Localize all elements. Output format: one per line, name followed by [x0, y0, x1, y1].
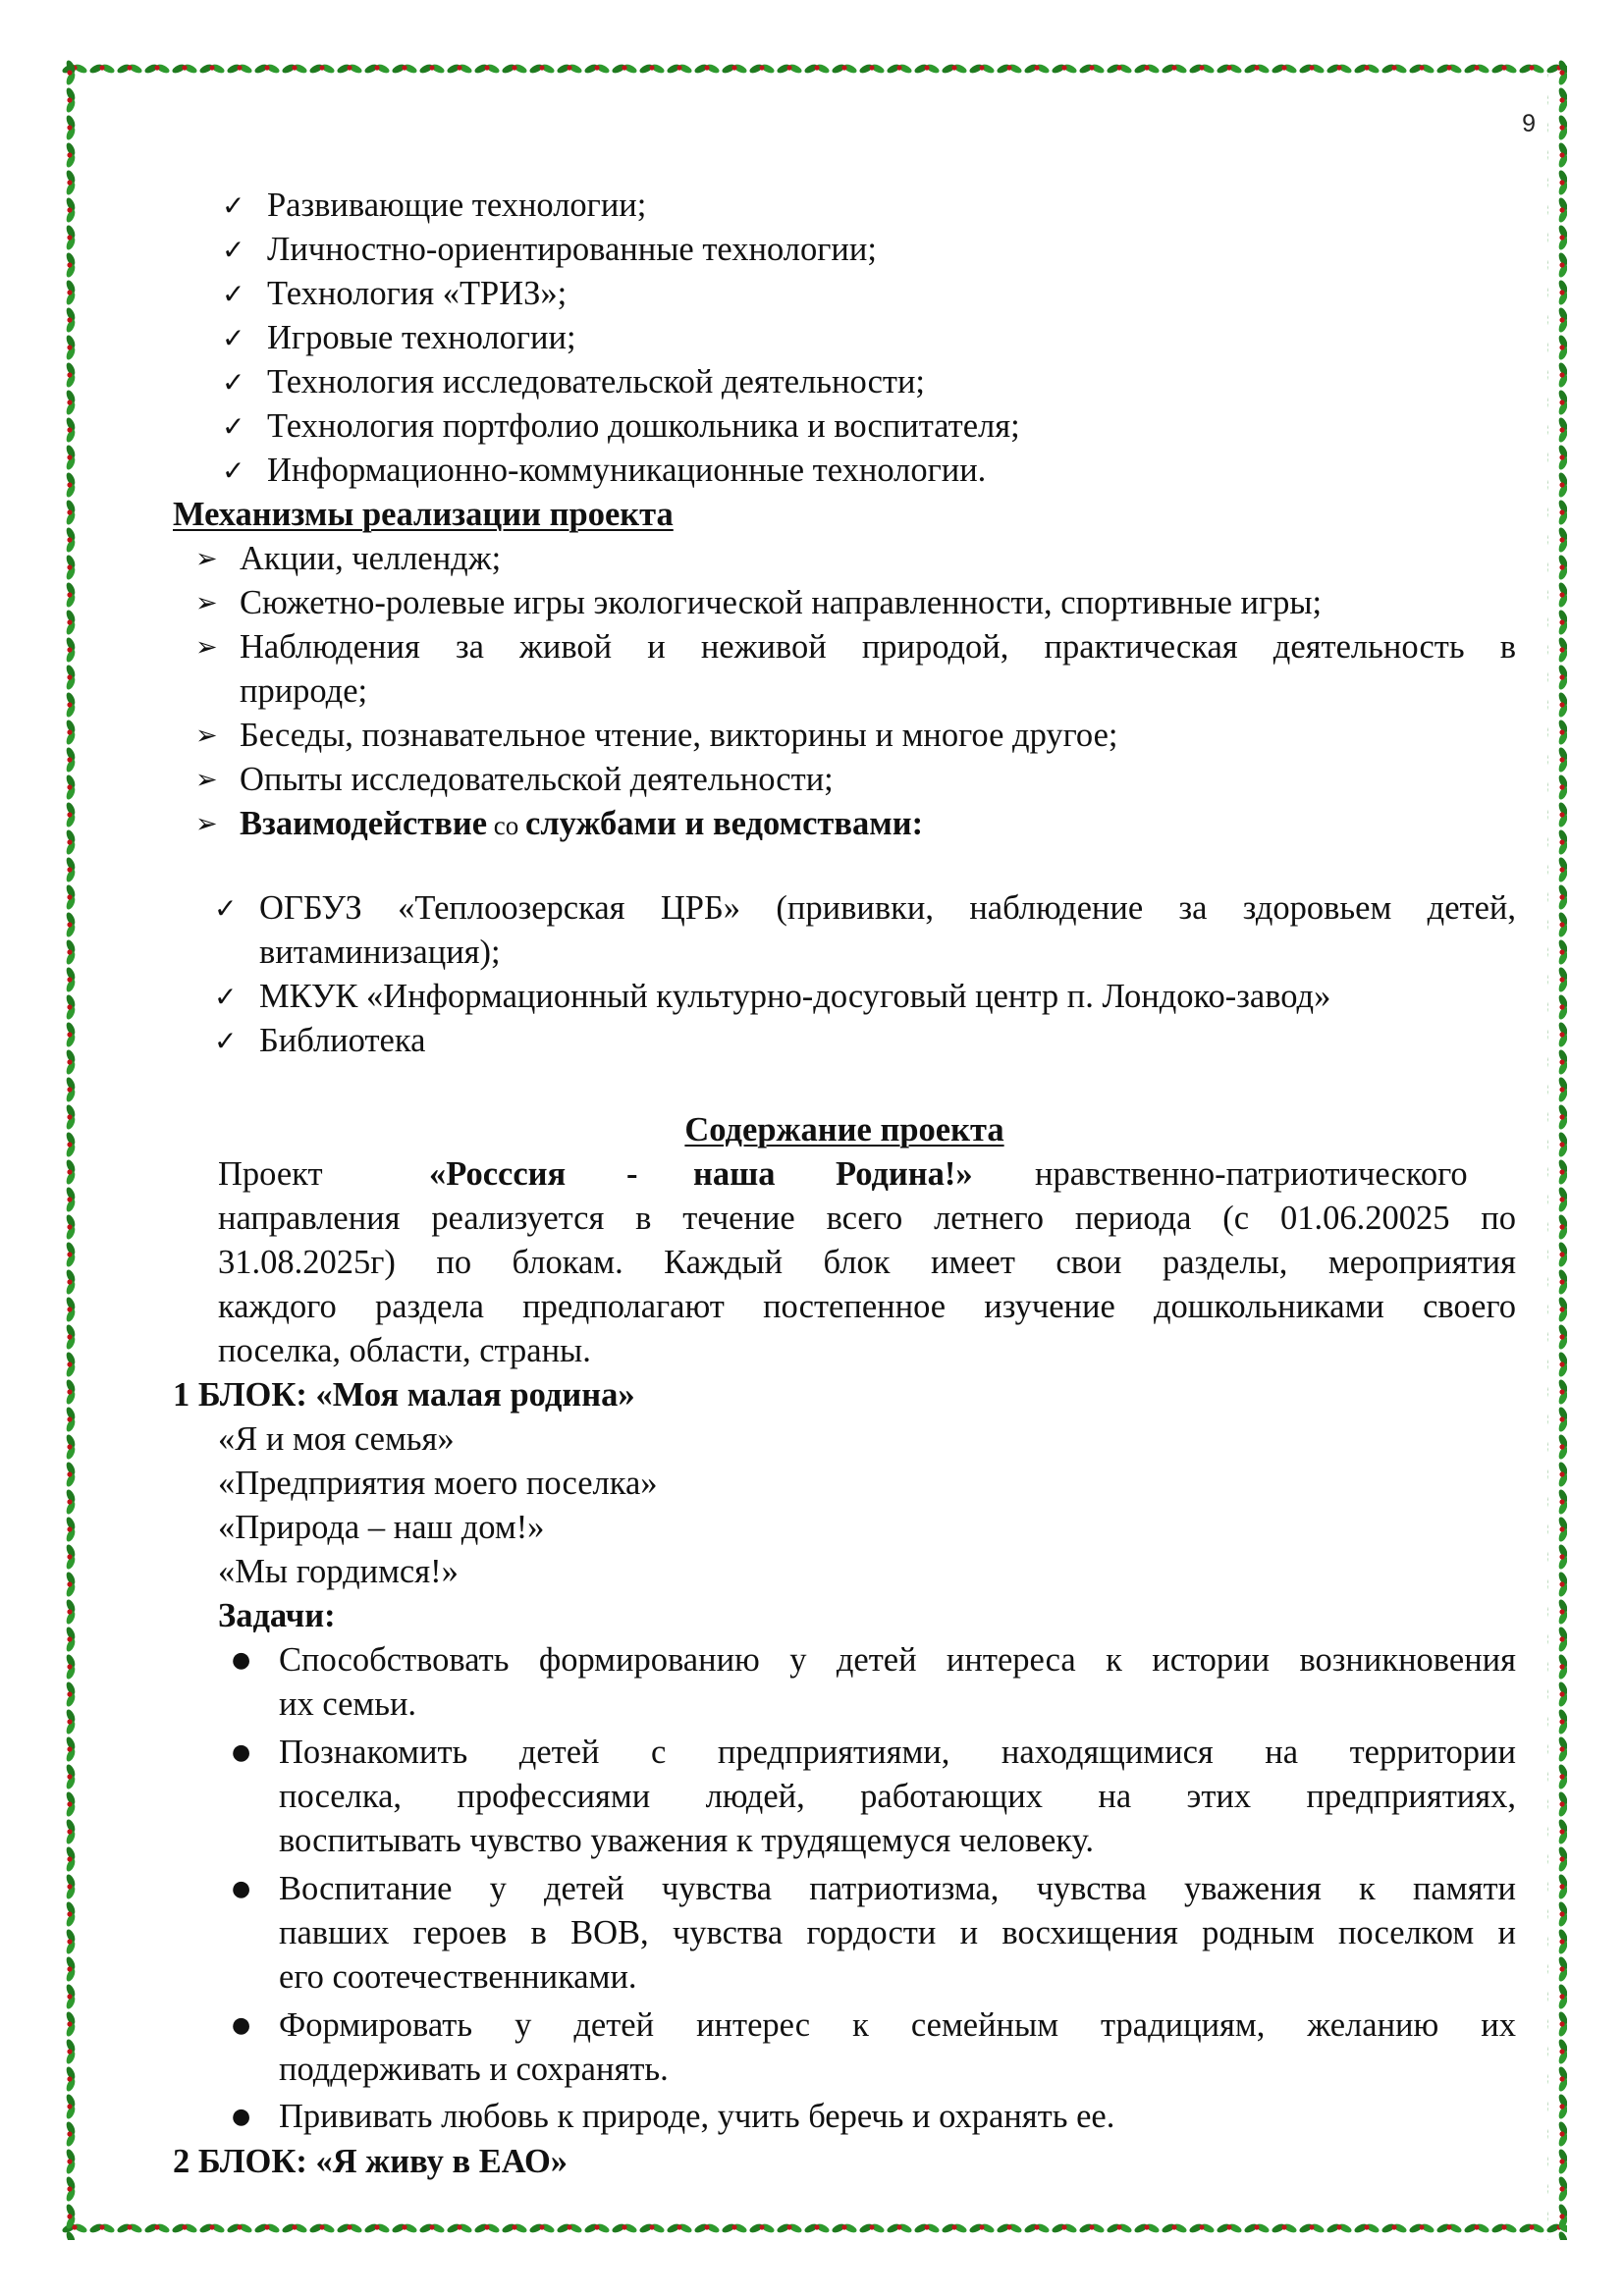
service-item: ОГБУЗ «Теплоозерская ЦРБ» (прививки, наблюдение за здоровьем детей, — [259, 889, 1516, 927]
tech-item: Технология портфолио дошкольника и воспитателя; — [267, 407, 1020, 445]
task-line: Познакомить детей с предприятиями, находящимися на территории — [279, 1734, 1516, 1771]
intro-word: Проект — [218, 1155, 323, 1193]
paragraph-line: 31.08.2025г) по блокам. Каждый блок имеет свои разделы, мероприятия — [218, 1244, 1516, 1281]
checkmark-icon: ✓ — [222, 234, 245, 266]
page-number: 9 — [1522, 110, 1536, 137]
project-name-word: «Росссия — [429, 1155, 567, 1193]
arrow-bullet-icon: ➢ — [195, 765, 218, 795]
bullet-icon: ● — [232, 1648, 251, 1673]
task-line: поселка, профессиями людей, работающих на этих предприятиях, — [279, 1778, 1516, 1815]
content-heading: Содержание проекта — [684, 1111, 1004, 1148]
arrow-bullet-icon: ➢ — [195, 544, 218, 574]
arrow-bullet-icon: ➢ — [195, 588, 218, 618]
task-line: Воспитание у детей чувства патриотизма, чувства уважения к памяти — [279, 1870, 1516, 1907]
mechanism-item: Опыты исследовательской деятельности; — [240, 761, 834, 798]
arrow-bullet-icon: ➢ — [195, 721, 218, 751]
bullet-icon: ● — [232, 2013, 251, 2038]
project-name-word: - — [626, 1155, 638, 1193]
task-line: их семьи. — [279, 1685, 417, 1723]
block1-section: «Природа – наш дом!» — [218, 1509, 545, 1546]
tech-item: Технология «ТРИЗ»; — [267, 275, 568, 312]
mechanism-item-continuation: природе; — [240, 672, 368, 710]
task-line: поддерживать и сохранять. — [279, 2051, 669, 2088]
bullet-icon: ● — [232, 1740, 251, 1765]
interaction-line — [240, 802, 923, 848]
task-line: Формировать у детей интерес к семейным традициям, желанию их — [279, 2006, 1516, 2044]
tasks-label: Задачи: — [218, 1597, 336, 1634]
tech-item: Информационно-коммуникационные технологии. — [267, 452, 987, 489]
task-line: павших героев в ВОВ, чувства гордости и восхищения родным поселком и — [279, 1914, 1516, 1951]
bullet-icon: ● — [232, 2105, 251, 2129]
service-item: Библиотека — [259, 1022, 426, 1059]
arrow-bullet-icon: ➢ — [195, 809, 218, 839]
task-line: Способствовать формированию у детей интереса к истории возникновения — [279, 1641, 1516, 1679]
tech-item: Игровые технологии; — [267, 319, 576, 356]
block1-section: «Мы гордимся!» — [218, 1553, 459, 1590]
block1-section: «Я и моя семья» — [218, 1420, 455, 1458]
task-line: Прививать любовь к природе, учить беречь и охранять ее. — [279, 2098, 1115, 2135]
intro-word: нравственно-патриотического — [1035, 1155, 1468, 1193]
checkmark-icon: ✓ — [222, 189, 245, 222]
task-line: его соотечественниками. — [279, 1958, 637, 1996]
service-item-continuation: витаминизация); — [259, 934, 501, 971]
service-item: МКУК «Информационный культурно-досуговый центр п. Лондоко-завод» — [259, 978, 1331, 1015]
bullet-icon: ● — [232, 1877, 251, 1901]
arrow-bullet-icon: ➢ — [195, 632, 218, 663]
tech-item: Технология исследовательской деятельности; — [267, 363, 926, 400]
mechanism-item: Беседы, познавательное чтение, викторины и многое другое; — [240, 717, 1118, 754]
paragraph-line: направления реализуется в течение всего летнего периода (с 01.06.20025 по — [218, 1200, 1516, 1237]
block1-title: 1 БЛОК: «Моя малая родина» — [173, 1376, 635, 1414]
paragraph-line: поселка, области, страны. — [218, 1332, 591, 1369]
project-name-word: наша — [693, 1155, 776, 1193]
checkmark-icon: ✓ — [222, 322, 245, 354]
checkmark-icon: ✓ — [222, 278, 245, 310]
tech-item: Развивающие технологии; — [267, 187, 647, 224]
checkmark-icon: ✓ — [214, 1025, 238, 1057]
mechanism-item: Наблюдения за живой и неживой природой, практическая деятельность в — [240, 628, 1516, 666]
project-name-word: Родина!» — [836, 1155, 973, 1193]
paragraph-line: каждого раздела предполагают постепенное изучение дошкольниками своего — [218, 1288, 1516, 1325]
mechanisms-heading: Механизмы реализации проекта — [173, 496, 674, 533]
interaction-preposition: со — [487, 811, 526, 840]
checkmark-icon: ✓ — [214, 892, 238, 925]
block2-title: 2 БЛОК: «Я живу в ЕАО» — [173, 2143, 568, 2180]
checkmark-icon: ✓ — [222, 366, 245, 399]
interaction-services-label: службами и ведомствами — [525, 805, 912, 842]
checkmark-icon: ✓ — [222, 410, 245, 443]
interaction-label: Взаимодействие — [240, 805, 488, 842]
checkmark-icon: ✓ — [214, 981, 238, 1013]
task-line: воспитывать чувство уважения к трудящемуся человеку. — [279, 1822, 1095, 1859]
tech-item: Личностно-ориентированные технологии; — [267, 231, 877, 268]
mechanism-item: Сюжетно-ролевые игры экологической направленности, спортивные игры; — [240, 584, 1323, 621]
checkmark-icon: ✓ — [222, 454, 245, 487]
block1-section: «Предприятия моего поселка» — [218, 1465, 658, 1502]
interaction-colon: : — [911, 805, 924, 842]
mechanism-item: Акции, челлендж; — [240, 540, 502, 577]
